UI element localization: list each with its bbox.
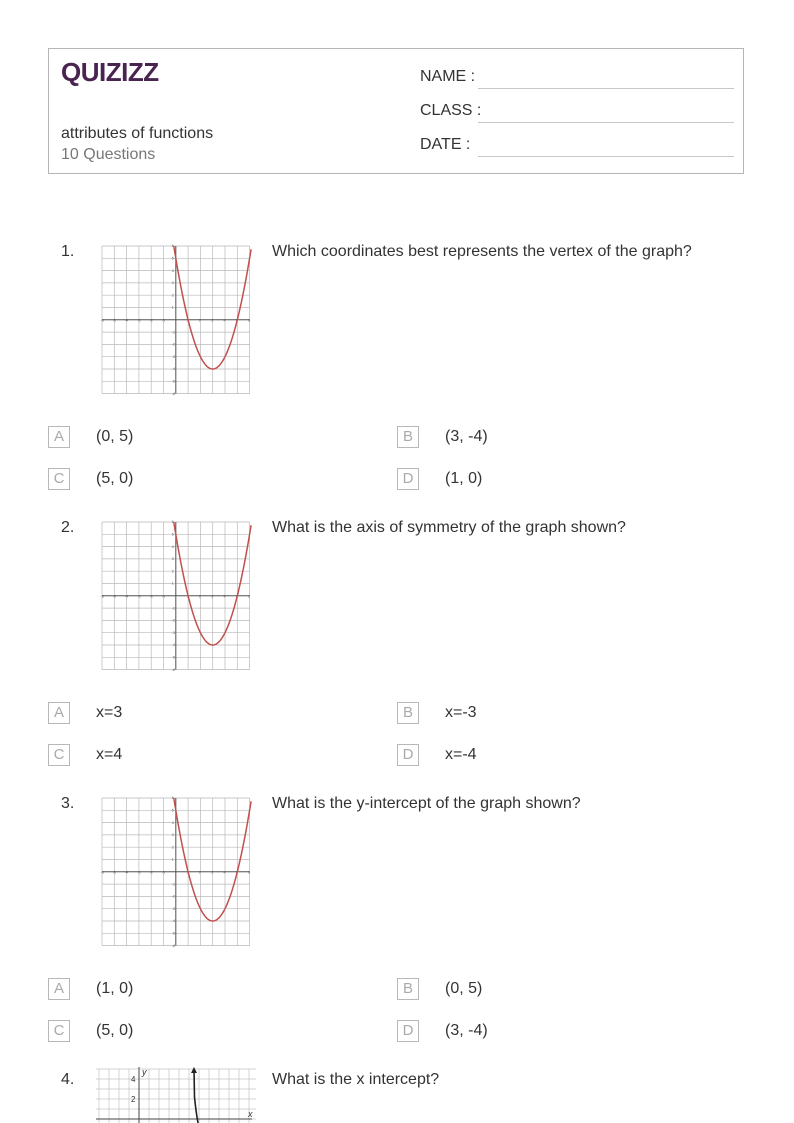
- y-tick-label: -3: [171, 906, 176, 911]
- x-tick-label: -3: [137, 318, 141, 323]
- y-tick-label: -6: [171, 943, 176, 948]
- question-3-option-d-text: (3, -4): [445, 1022, 488, 1039]
- x-tick-label: -6: [100, 318, 104, 323]
- question-3-option-c-text: (5, 0): [96, 1022, 134, 1039]
- question-count: 10 Questions: [61, 146, 156, 163]
- question-3-option-b-box[interactable]: B: [397, 978, 419, 1000]
- y-tick-label: -2: [171, 342, 176, 347]
- y-tick-label: 5: [171, 256, 174, 261]
- y-tick-label: 4: [171, 820, 174, 825]
- y-tick-label: -3: [171, 630, 176, 635]
- question-2-option-b-box[interactable]: B: [397, 702, 419, 724]
- question-2-option-c-box[interactable]: C: [48, 744, 70, 766]
- x-tick-label: 3: [211, 318, 214, 323]
- y-tick-label: 2: [171, 569, 174, 574]
- x-tick-label: -4: [125, 318, 129, 323]
- y-tick-label: -2: [171, 618, 176, 623]
- question-1-graph: [100, 243, 252, 397]
- worksheet-title: attributes of functions: [61, 125, 214, 142]
- date-line: [478, 156, 734, 157]
- x-tick-label: 1: [186, 870, 189, 875]
- question-3-option-a-text: (1, 0): [96, 980, 134, 997]
- question-3-number: 3.: [61, 795, 75, 812]
- x-tick-label: -3: [137, 594, 141, 599]
- question-1-number: 1.: [61, 243, 75, 260]
- date-label: DATE :: [420, 136, 471, 153]
- class-label: CLASS :: [420, 102, 482, 119]
- question-1-option-b-box[interactable]: B: [397, 426, 419, 448]
- q4-grid: [96, 1069, 256, 1123]
- question-2-graph: [100, 519, 252, 673]
- q4-y-tick-2: 2: [131, 1095, 136, 1104]
- q4-curve: [194, 1069, 198, 1123]
- y-tick-label: -4: [171, 643, 176, 648]
- y-tick-label: -4: [171, 919, 176, 924]
- x-tick-label: 1: [186, 594, 189, 599]
- question-4-number: 4.: [61, 1071, 75, 1088]
- x-tick-label: -6: [100, 594, 104, 599]
- x-tick-label: -5: [112, 594, 117, 599]
- y-tick-label: -6: [171, 667, 176, 672]
- question-3-graph: [100, 795, 252, 949]
- x-tick-label: 2: [198, 870, 201, 875]
- x-tick-label: -1: [162, 870, 166, 875]
- y-tick-label: -6: [171, 391, 176, 396]
- y-tick-label: -2: [171, 894, 176, 899]
- question-3-option-b-text: (0, 5): [445, 980, 483, 997]
- y-tick-label: 1: [171, 581, 174, 586]
- question-4-graph: [96, 1067, 256, 1123]
- question-1-option-a-text: (0, 5): [96, 428, 134, 445]
- y-tick-label: 1: [171, 857, 174, 862]
- x-tick-label: -6: [100, 870, 104, 875]
- question-2-option-d-box[interactable]: D: [397, 744, 419, 766]
- quizizz-logo: QUIZIZZ: [61, 57, 159, 87]
- x-tick-label: -2: [149, 318, 153, 323]
- y-tick-label: -1: [171, 606, 176, 611]
- q4-y-tick-4: 4: [131, 1075, 136, 1084]
- question-3-option-c-box[interactable]: C: [48, 1020, 70, 1042]
- question-1-option-a-box[interactable]: A: [48, 426, 70, 448]
- x-tick-label: 6: [248, 318, 251, 323]
- question-1-text: Which coordinates best represents the vertex of the graph?: [272, 243, 692, 260]
- x-tick-label: -2: [149, 594, 153, 599]
- question-1-option-c-text: (5, 0): [96, 470, 134, 487]
- x-tick-label: -1: [162, 318, 166, 323]
- question-1-option-d-box[interactable]: D: [397, 468, 419, 490]
- y-tick-label: 6: [171, 520, 174, 525]
- question-3-text: What is the y-intercept of the graph shown?: [272, 795, 581, 812]
- x-tick-label: 6: [248, 594, 251, 599]
- y-tick-label: 2: [171, 845, 174, 850]
- y-tick-label: -1: [171, 882, 176, 887]
- y-tick-label: 4: [171, 268, 174, 273]
- x-tick-label: -4: [125, 594, 129, 599]
- question-2-text: What is the axis of symmetry of the graph shown?: [272, 519, 626, 536]
- question-4-text: What is the x intercept?: [272, 1071, 440, 1088]
- y-tick-label: 2: [171, 293, 174, 298]
- class-field[interactable]: [420, 102, 734, 124]
- y-tick-label: 1: [171, 305, 174, 310]
- y-tick-label: -5: [171, 655, 176, 660]
- y-tick-label: 5: [171, 532, 174, 537]
- question-3-option-d-box[interactable]: D: [397, 1020, 419, 1042]
- name-field[interactable]: [420, 68, 734, 90]
- name-line: [478, 88, 734, 89]
- x-tick-label: 6: [248, 870, 251, 875]
- y-tick-label: -4: [171, 367, 176, 372]
- x-tick-label: -1: [162, 594, 166, 599]
- y-tick-label: 4: [171, 544, 174, 549]
- y-tick-label: -1: [171, 330, 176, 335]
- x-tick-label: 5: [235, 318, 238, 323]
- question-2-option-b-text: x=-3: [445, 704, 477, 721]
- y-tick-label: 6: [171, 796, 174, 801]
- question-3-option-a-box[interactable]: A: [48, 978, 70, 1000]
- x-tick-label: -3: [137, 870, 141, 875]
- question-2-option-a-box[interactable]: A: [48, 702, 70, 724]
- x-tick-label: 3: [211, 870, 214, 875]
- x-tick-label: -5: [112, 870, 117, 875]
- x-tick-label: 4: [223, 870, 226, 875]
- question-1-option-d-text: (1, 0): [445, 470, 483, 487]
- question-2-option-d-text: x=-4: [445, 746, 477, 763]
- x-tick-label: -4: [125, 870, 129, 875]
- y-tick-label: 6: [171, 244, 174, 249]
- y-tick-label: 3: [171, 833, 174, 838]
- question-1-option-c-box[interactable]: C: [48, 468, 70, 490]
- question-2-option-a-text: x=3: [96, 704, 123, 721]
- y-tick-label: 5: [171, 808, 174, 813]
- x-tick-label: 1: [186, 318, 189, 323]
- x-tick-label: -2: [149, 870, 153, 875]
- x-tick-label: 5: [235, 870, 238, 875]
- date-field[interactable]: [420, 136, 734, 158]
- name-label: NAME :: [420, 68, 476, 85]
- x-tick-label: 2: [198, 318, 201, 323]
- worksheet-header: [48, 48, 744, 174]
- q4-y-label: y: [142, 1067, 147, 1077]
- x-tick-label: 3: [211, 594, 214, 599]
- y-tick-label: -3: [171, 354, 176, 359]
- question-1-option-b-text: (3, -4): [445, 428, 488, 445]
- q4-x-label: x: [248, 1109, 253, 1119]
- x-tick-label: 4: [223, 318, 226, 323]
- x-tick-label: -5: [112, 318, 117, 323]
- q4-curve-arrow: [191, 1067, 197, 1073]
- y-tick-label: 3: [171, 557, 174, 562]
- question-2-number: 2.: [61, 519, 75, 536]
- x-tick-label: 5: [235, 594, 238, 599]
- question-2-option-c-text: x=4: [96, 746, 123, 763]
- y-tick-label: -5: [171, 931, 176, 936]
- y-tick-label: -5: [171, 379, 176, 384]
- y-tick-label: 3: [171, 281, 174, 286]
- x-tick-label: 4: [223, 594, 226, 599]
- class-line: [478, 122, 734, 123]
- x-tick-label: 2: [198, 594, 201, 599]
